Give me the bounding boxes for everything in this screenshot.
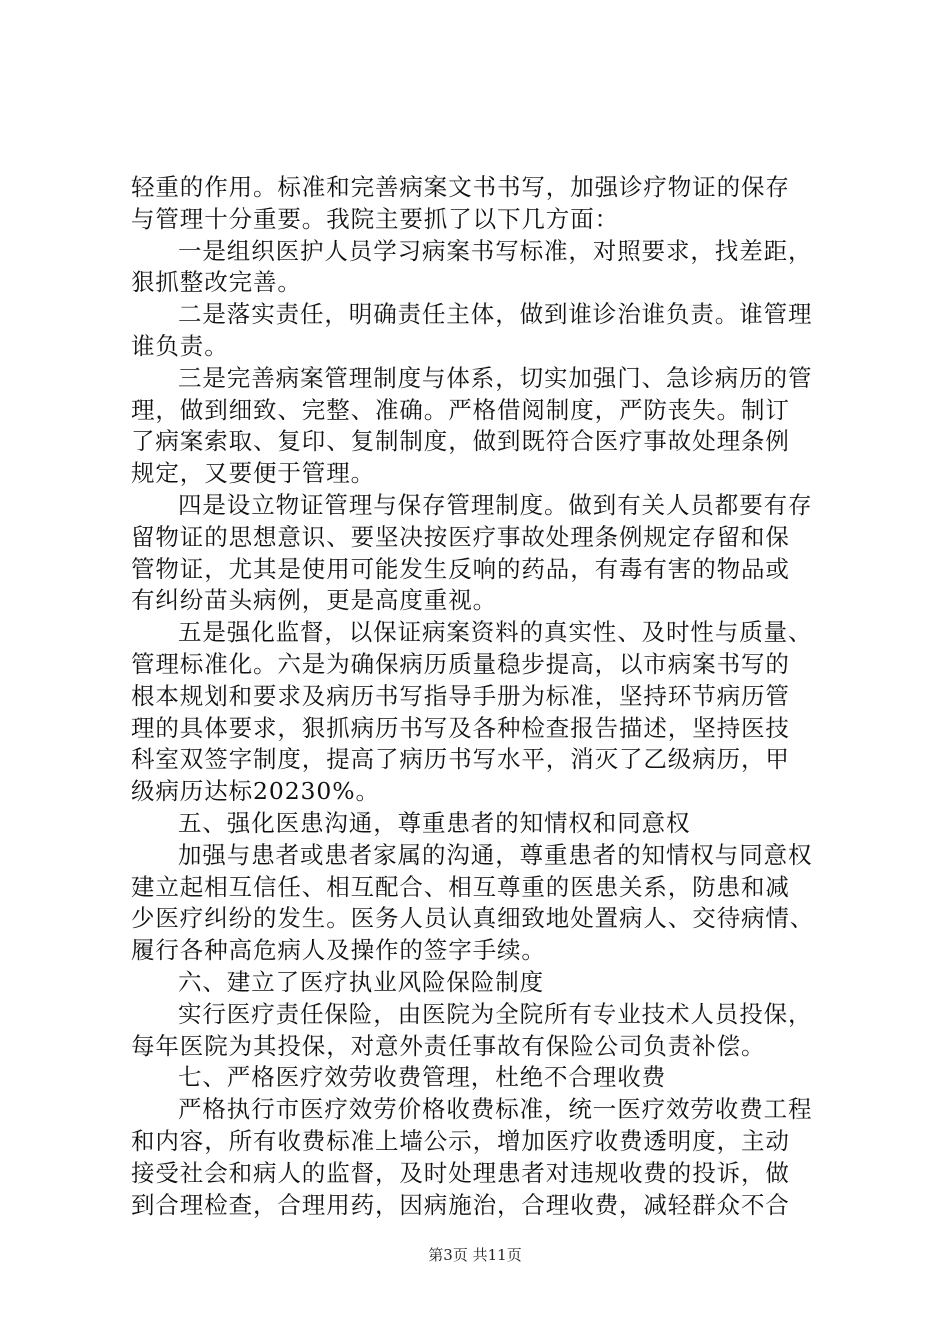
- paragraph-start: 五是强化监督，以保证病案资料的真实性、及时性与质量、: [178, 618, 813, 647]
- text-line: 规定，又要便于管理。: [131, 459, 375, 488]
- paragraph-start: 三是完善病案管理制度与体系，切实加强门、急诊病历的管: [178, 363, 813, 392]
- text-line: 少医疗纠纷的发生。医务人员认真细致地处置病人、交待病情、: [131, 904, 815, 933]
- paragraph-start: 一是组织医护人员学习病案书写标准，对照要求，找差距，: [178, 236, 813, 265]
- text-line: 管物证，尤其是使用可能发生反响的药品，有毒有害的物品或: [131, 554, 790, 583]
- text-line: 留物证的思想意识、要坚决按医疗事故处理条例规定存留和保: [131, 522, 790, 551]
- text-line: 狠抓整改完善。: [131, 268, 302, 297]
- text-line: 建立起相互信任、相互配合、相互尊重的医患关系，防患和减: [131, 872, 790, 901]
- section-heading: 七、严格医疗效劳收费管理，杜绝不合理收费: [178, 1063, 666, 1092]
- text-line: 有纠纷苗头病例，更是高度重视。: [131, 586, 497, 615]
- section-heading: 五、强化医患沟通，尊重患者的知情权和同意权: [178, 808, 691, 837]
- text-line: 科室双签字制度，提高了病历书写水平，消灭了乙级病历，甲: [131, 745, 790, 774]
- text-line: 级病历达标20230%。: [131, 777, 380, 806]
- paragraph-start: 四是设立物证管理与保存管理制度。做到有关人员都要有存: [178, 490, 813, 519]
- text-line: 理，做到细致、完整、准确。严格借阅制度，严防丧失。制订: [131, 395, 790, 424]
- text-line: 接受社会和病人的监督，及时处理患者对违规收费的投诉，做: [131, 1158, 790, 1187]
- text-line: 管理标准化。六是为确保病历质量稳步提高，以市病案书写的: [131, 649, 790, 678]
- section-heading: 六、建立了医疗执业风险保险制度: [178, 967, 544, 996]
- text-line: 理的具体要求，狠抓病历书写及各种检查报告描述，坚持医技: [131, 713, 790, 742]
- text-line: 和内容，所有收费标准上墙公示，增加医疗收费透明度，主动: [131, 1126, 790, 1155]
- document-body: [131, 172, 831, 1221]
- page-number-footer: 第3页 共11页: [428, 1246, 522, 1264]
- text-line: 根本规划和要求及病历书写指导手册为标准，坚持环节病历管: [131, 681, 790, 710]
- paragraph-start: 二是落实责任，明确责任主体，做到谁诊治谁负责。谁管理: [178, 300, 813, 329]
- paragraph-start: 实行医疗责任保险，由医院为全院所有专业技术人员投保，: [178, 999, 813, 1028]
- text-line: 谁负责。: [131, 331, 229, 360]
- text-line: 每年医院为其投保，对意外责任事故有保险公司负责补偿。: [131, 1031, 766, 1060]
- text-line: 与管理十分重要。我院主要抓了以下几方面：: [131, 204, 619, 233]
- paragraph-start: 严格执行市医疗效劳价格收费标准，统一医疗效劳收费工程: [178, 1095, 813, 1124]
- paragraph-start: 加强与患者或患者家属的沟通，尊重患者的知情权与同意权: [178, 840, 813, 869]
- text-line: 到合理检查，合理用药，因病施治，合理收费，减轻群众不合: [131, 1190, 790, 1219]
- text-line: 轻重的作用。标准和完善病案文书书写，加强诊疗物证的保存: [131, 173, 790, 201]
- text-line: 了病案索取、复印、复制制度，做到既符合医疗事故处理条例: [131, 427, 790, 456]
- text-line: 履行各种高危病人及操作的签字手续。: [131, 936, 546, 965]
